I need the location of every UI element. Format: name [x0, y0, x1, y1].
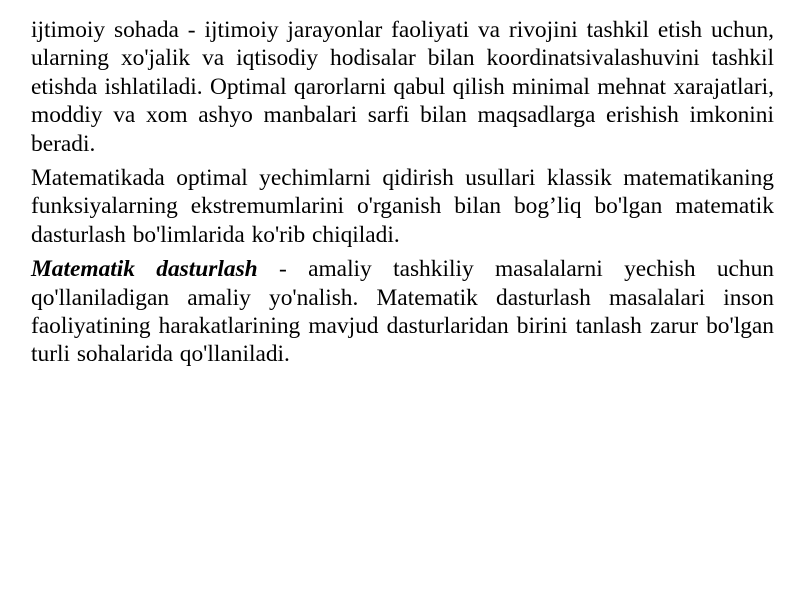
definition-text: - amaliy tashkiliy masalalarni yechish uchun qo'llaniladigan amaliy yo'nalish. Matematik dasturlash masalalari inson faoliyatining harakatlarining mavjud dasturlaridan birini tanlash zarur bo'lgan turli sohalarida qo'llaniladi. [31, 256, 774, 368]
paragraph-optimal-methods [31, 164, 774, 249]
document-body [31, 16, 774, 375]
paragraph-intro-text: ijtimoiy sohada - ijtimoiy jarayonlar faoliyati va rivojini tashkil etish uchun, ularning xo'jalik va iqtisodiy hodisalar bilan koordinatsivalashuvini tashkil etishda ishlatiladi. Optimal qarorlarni qabul qilish minimal mehnat xarajatlari, moddiy va xom ashyo manbalari sarfi bilan maqsadlarga erishish imkonini beradi. [31, 17, 774, 157]
paragraph-definition [31, 255, 774, 369]
paragraph-optimal-methods-text: Matematikada optimal yechimlarni qidirish usullari klassik matematikaning funksiyalarning ekstremumlarini o'rganish bilan bog’liq bo'lgan matematik dasturlash bo'limlarida ko'rib chiqiladi. [31, 165, 774, 248]
paragraph-intro [31, 16, 774, 158]
definition-term: Matematik dasturlash [31, 256, 258, 283]
